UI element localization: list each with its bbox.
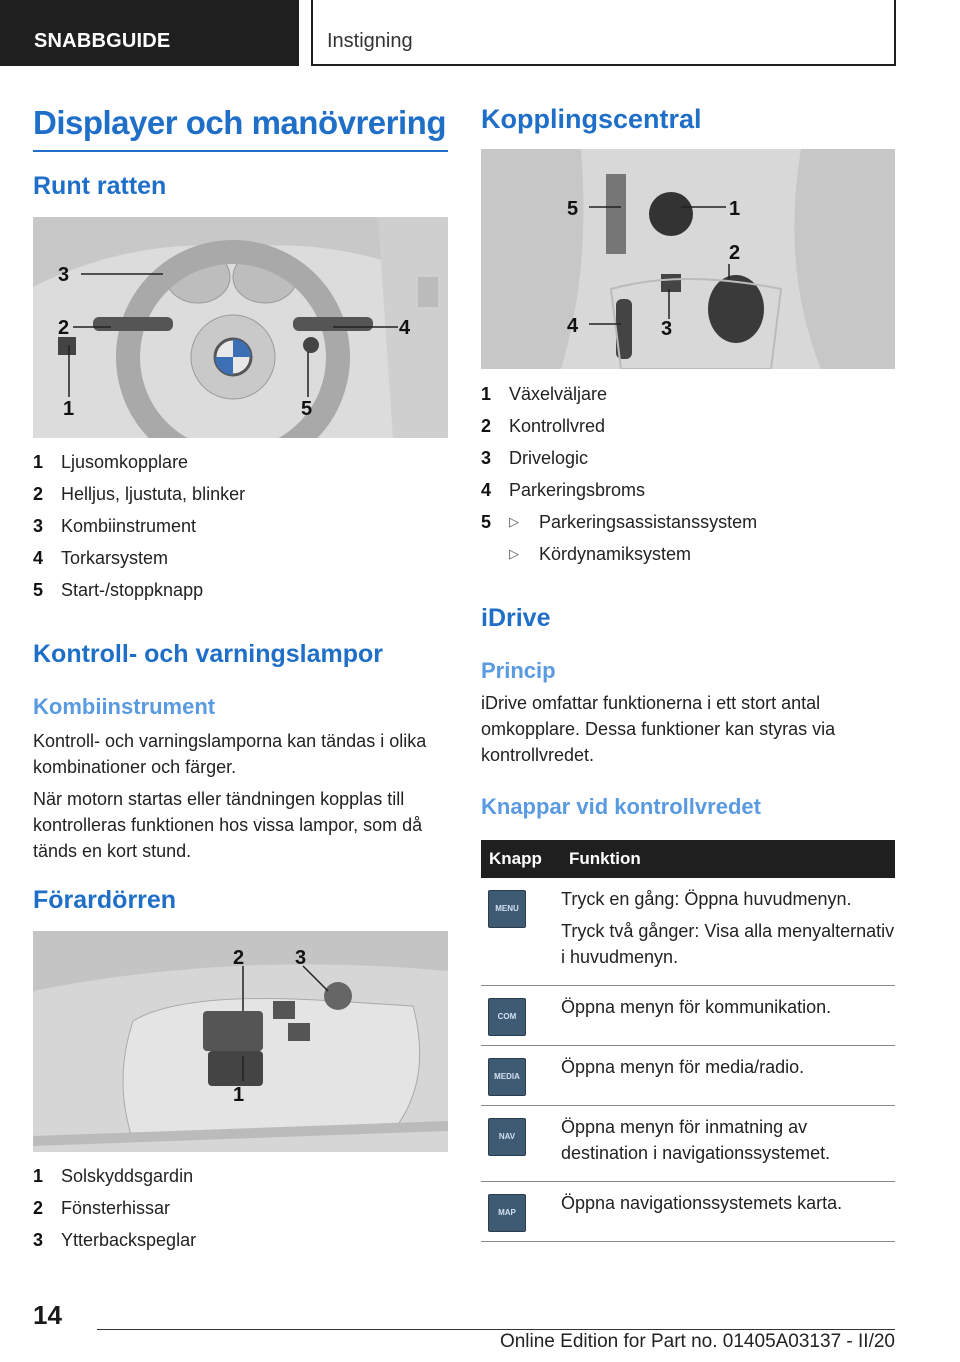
figure-label: 2 (233, 947, 245, 969)
figure-label: 3 (661, 318, 673, 340)
column-header-function: Funktion (561, 840, 895, 878)
list-item: 5 Start-/stoppknapp (33, 579, 204, 600)
menu-button-icon: MENU (488, 890, 526, 928)
instrument-paragraph-1: Kontroll- och varningslamporna kan tändas i olika kombinationer och färger. (33, 731, 427, 777)
figure-label: 2 (729, 242, 741, 264)
table-row (481, 878, 895, 986)
idrive-heading: iDrive (481, 604, 551, 632)
column-header-key: Knapp (481, 840, 561, 878)
list-item: 2 Fönsterhissar (33, 1197, 171, 1218)
page-title: Displayer och manövrering (33, 104, 448, 152)
page-number: 14 (33, 1300, 62, 1330)
center-console-figure (481, 149, 895, 369)
function-text: Öppna menyn för media/radio. (561, 1057, 805, 1077)
figure-label: 4 (399, 317, 411, 339)
triangle-bullet-icon: ▷ (509, 514, 519, 529)
table-row (481, 1046, 895, 1106)
chapter-title: Instigning (311, 0, 896, 66)
list-item: 5 ▷ Parkeringsassistanssystem (481, 511, 758, 532)
triangle-bullet-icon: ▷ (509, 546, 519, 561)
list-item: 1 Växelväljare (481, 383, 608, 404)
list-item: 1 Solskyddsgardin (33, 1165, 194, 1186)
list-item: 2 Helljus, ljustuta, blinker (33, 483, 246, 504)
section-tab[interactable]: SNABBGUIDE (0, 0, 299, 66)
principle-text: iDrive omfattar funktionerna i ett stort antal omkopplare. Dessa funktioner kan styras via kontrollvredet. (481, 693, 836, 765)
list-item: 4 Parkeringsbroms (481, 479, 646, 500)
media-button-icon: MEDIA (488, 1058, 526, 1096)
console-heading: Kopplingscentral (481, 104, 702, 134)
function-text: Öppna navigationssystemets karta. (561, 1193, 843, 1213)
figure-label: 4 (567, 315, 579, 337)
table-row (481, 1106, 895, 1182)
function-text: Tryck två gånger: Visa alla menyalternativ i huvudmenyn. (561, 921, 895, 967)
console-list (481, 378, 895, 570)
figure-label: 5 (567, 198, 579, 220)
nav-button-icon: NAV (488, 1118, 526, 1156)
com-button-icon: COM (488, 998, 526, 1036)
figure-label: 5 (301, 398, 313, 420)
table-row (481, 1182, 895, 1242)
buttons-heading: Knappar vid kontrollvredet (481, 794, 761, 819)
door-list (33, 1160, 448, 1256)
principle-heading: Princip (481, 658, 556, 683)
lamps-heading: Kontroll- och varningslampor (33, 640, 384, 668)
list-item: 3 Kombiinstrument (33, 515, 197, 536)
instrument-heading: Kombiinstrument (33, 694, 216, 719)
table-row (481, 986, 895, 1046)
door-heading: Förardörren (33, 886, 177, 914)
map-button-icon: MAP (488, 1194, 526, 1232)
list-item: 2 Kontrollvred (481, 415, 606, 436)
figure-label: 1 (233, 1084, 245, 1106)
door-panel-figure (33, 931, 448, 1152)
list-item: 3 Ytterbackspeglar (33, 1229, 197, 1250)
function-text: Tryck en gång: Öppna huvudmenyn. (561, 889, 852, 909)
instrument-paragraph-2: När motorn startas eller tändningen kopplas till kontrolleras funktionen hos vissa lampor, som då tänds en kort stund. (33, 789, 423, 861)
list-item: 4 Torkarsystem (33, 547, 169, 568)
buttons-table (481, 840, 895, 1242)
function-text: Öppna menyn för inmatning av destination i navigationssystemet. (561, 1117, 831, 1163)
page-header (0, 0, 960, 66)
steering-wheel-figure (33, 217, 448, 438)
figure-label: 3 (295, 947, 307, 969)
list-item: 3 Drivelogic (481, 447, 589, 468)
figure-label: 1 (729, 198, 741, 220)
table-header-row (481, 840, 895, 878)
function-text: Öppna menyn för kommunikation. (561, 997, 832, 1017)
list-item: ▷ Kördynamiksystem (509, 543, 692, 564)
figure-label: 2 (58, 317, 70, 339)
figure-label: 1 (63, 398, 75, 420)
figure-label: 3 (58, 264, 70, 286)
list-item: 1 Ljusomkopplare (33, 451, 189, 472)
steering-list (33, 446, 448, 606)
edition-footer: Online Edition for Part no. 01405A03137 - II/20 (499, 1331, 895, 1352)
steering-heading: Runt ratten (33, 172, 167, 200)
footer-divider (97, 1329, 895, 1330)
